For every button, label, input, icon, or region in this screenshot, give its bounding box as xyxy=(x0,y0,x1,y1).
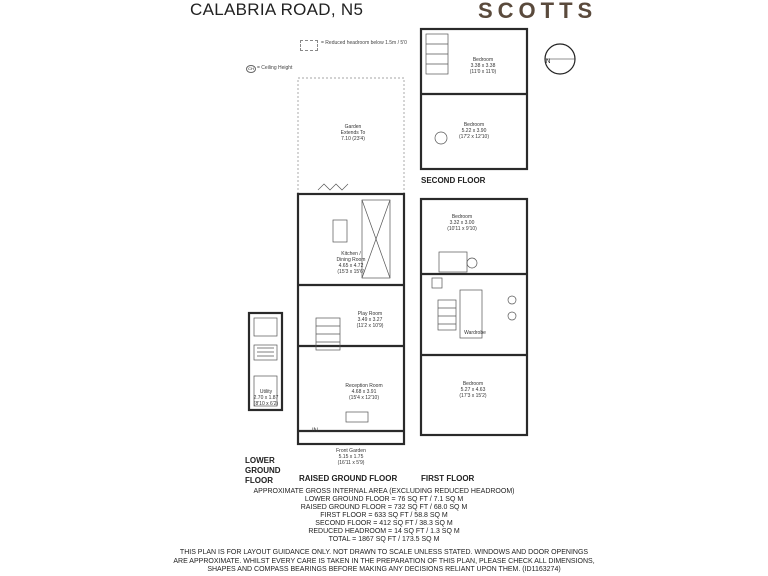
room-dims: 3.49 x 3.27 xyxy=(357,317,383,323)
compass-north-label: N xyxy=(546,59,551,65)
area-heading: APPROXIMATE GROSS INTERNAL AREA (EXCLUDING REDUCED HEADROOM) xyxy=(253,488,515,495)
room-dims: 4.68 x 3.91 xyxy=(351,389,377,395)
room-dims-imperial: (8'10 x 6'2) xyxy=(253,401,279,407)
disclaimer-line: SHAPES AND COMPASS BEARINGS BEFORE MAKING ANY DECISIONS RELIANT UPON THEM. (ID1163274) xyxy=(207,566,561,573)
room-subtitle: Extends To xyxy=(340,130,366,136)
room-dims-imperial: (11'0 x 11'0) xyxy=(469,69,497,75)
room-dims: 5.27 x 4.63 xyxy=(460,387,486,393)
property-title: CALABRIA ROAD, N5 xyxy=(190,0,364,19)
area-line: REDUCED HEADROOM = 14 SQ FT / 1.3 SQ M xyxy=(308,528,460,535)
area-line: TOTAL = 1867 SQ FT / 173.5 SQ M xyxy=(328,536,440,543)
area-line: LOWER GROUND FLOOR = 76 SQ FT / 7.1 SQ M xyxy=(304,496,464,503)
room-name: Bedroom xyxy=(451,214,473,220)
room-dims-imperial: (16'11 x 5'9) xyxy=(337,460,365,466)
room-play-room xyxy=(346,311,394,329)
disclaimer-line: ARE APPROXIMATE. WHILST EVERY CARE IS TAKEN IN THE PREPARATION OF THIS PLAN, PLEASE CHECK ALL DIMENSIONS, xyxy=(173,557,595,565)
floor-label-line: FLOOR xyxy=(245,476,273,485)
floor-label-line: GROUND xyxy=(245,466,281,475)
room-reception xyxy=(334,383,394,401)
area-summary xyxy=(0,488,768,544)
room-bedroom-1 xyxy=(442,214,482,232)
floor-label-raised-ground: RAISED GROUND FLOOR xyxy=(299,474,398,483)
room-dims: 3.32 x 3.00 xyxy=(449,220,475,226)
room-name: Play Room xyxy=(357,311,383,317)
reduced-headroom-legend: = Reduced headroom below 1.5m / 5'0 xyxy=(321,40,407,46)
room-dims-imperial: (15'4 x 12'10) xyxy=(349,395,379,401)
disclaimer-line: THIS PLAN IS FOR LAYOUT GUIDANCE ONLY. NOT DRAWN TO SCALE UNLESS STATED. WINDOWS AND DOOR OPENINGS xyxy=(179,549,589,556)
floor-label-second: SECOND FLOOR xyxy=(421,176,486,185)
ceiling-height-badge: CH xyxy=(246,65,256,73)
room-dims-imperial: (11'2 x 10'9) xyxy=(356,323,384,329)
first-floor-plan xyxy=(421,199,527,435)
room-bedroom-4 xyxy=(452,122,496,140)
room-name: Utility xyxy=(259,389,273,395)
second-floor-plan xyxy=(421,29,527,169)
room-kitchen-dining xyxy=(326,251,376,275)
area-line: RAISED GROUND FLOOR = 732 SQ FT / 68.0 SQ M xyxy=(300,504,468,511)
floor-label-lower-ground xyxy=(245,456,281,486)
room-utility xyxy=(250,389,282,407)
room-dims: 2.70 x 1.87 xyxy=(253,395,279,401)
room-dims: 4.65 x 4.72 xyxy=(338,263,364,269)
room-dims: 5.22 x 3.90 xyxy=(461,128,487,134)
room-name: Bedroom xyxy=(462,381,484,387)
room-garden xyxy=(318,124,388,142)
room-wardrobe: Wardrobe xyxy=(464,330,486,336)
floor-label-line: LOWER xyxy=(245,456,275,465)
room-dims: 5.15 x 1.75 xyxy=(338,454,364,460)
room-subtitle: Dining Room xyxy=(336,257,366,263)
room-name: Front Garden xyxy=(336,448,366,454)
room-dims-imperial: (15'3 x 15'6) xyxy=(337,269,365,275)
room-dims: 7.10 (23'4) xyxy=(341,136,365,142)
room-dims-imperial: (17'2 x 12'10) xyxy=(459,134,489,140)
ceiling-height-legend: = Ceiling Height xyxy=(257,65,293,71)
brand-logo: SCOTTS xyxy=(478,0,598,23)
room-dims: 3.38 x 3.38 xyxy=(470,63,496,69)
room-front-garden xyxy=(326,448,376,466)
room-dims-imperial: (17'3 x 15'2) xyxy=(459,393,487,399)
room-name: Bedroom xyxy=(472,57,494,63)
area-line: FIRST FLOOR = 633 SQ FT / 58.8 SQ M xyxy=(320,512,448,519)
room-name: Bedroom xyxy=(463,122,485,128)
room-bedroom-2 xyxy=(448,381,498,399)
disclaimer xyxy=(0,549,768,575)
room-name: Reception Room xyxy=(345,383,383,389)
room-name: Kitchen / xyxy=(341,251,361,257)
area-line: SECOND FLOOR = 412 SQ FT / 38.3 SQ M xyxy=(315,520,453,527)
room-name: Garden xyxy=(344,124,362,130)
entrance-marker: IN xyxy=(312,428,318,434)
floor-label-first: FIRST FLOOR xyxy=(421,474,475,483)
room-bedroom-3 xyxy=(463,57,503,75)
room-dims-imperial: (10'11 x 9'10) xyxy=(447,226,477,232)
